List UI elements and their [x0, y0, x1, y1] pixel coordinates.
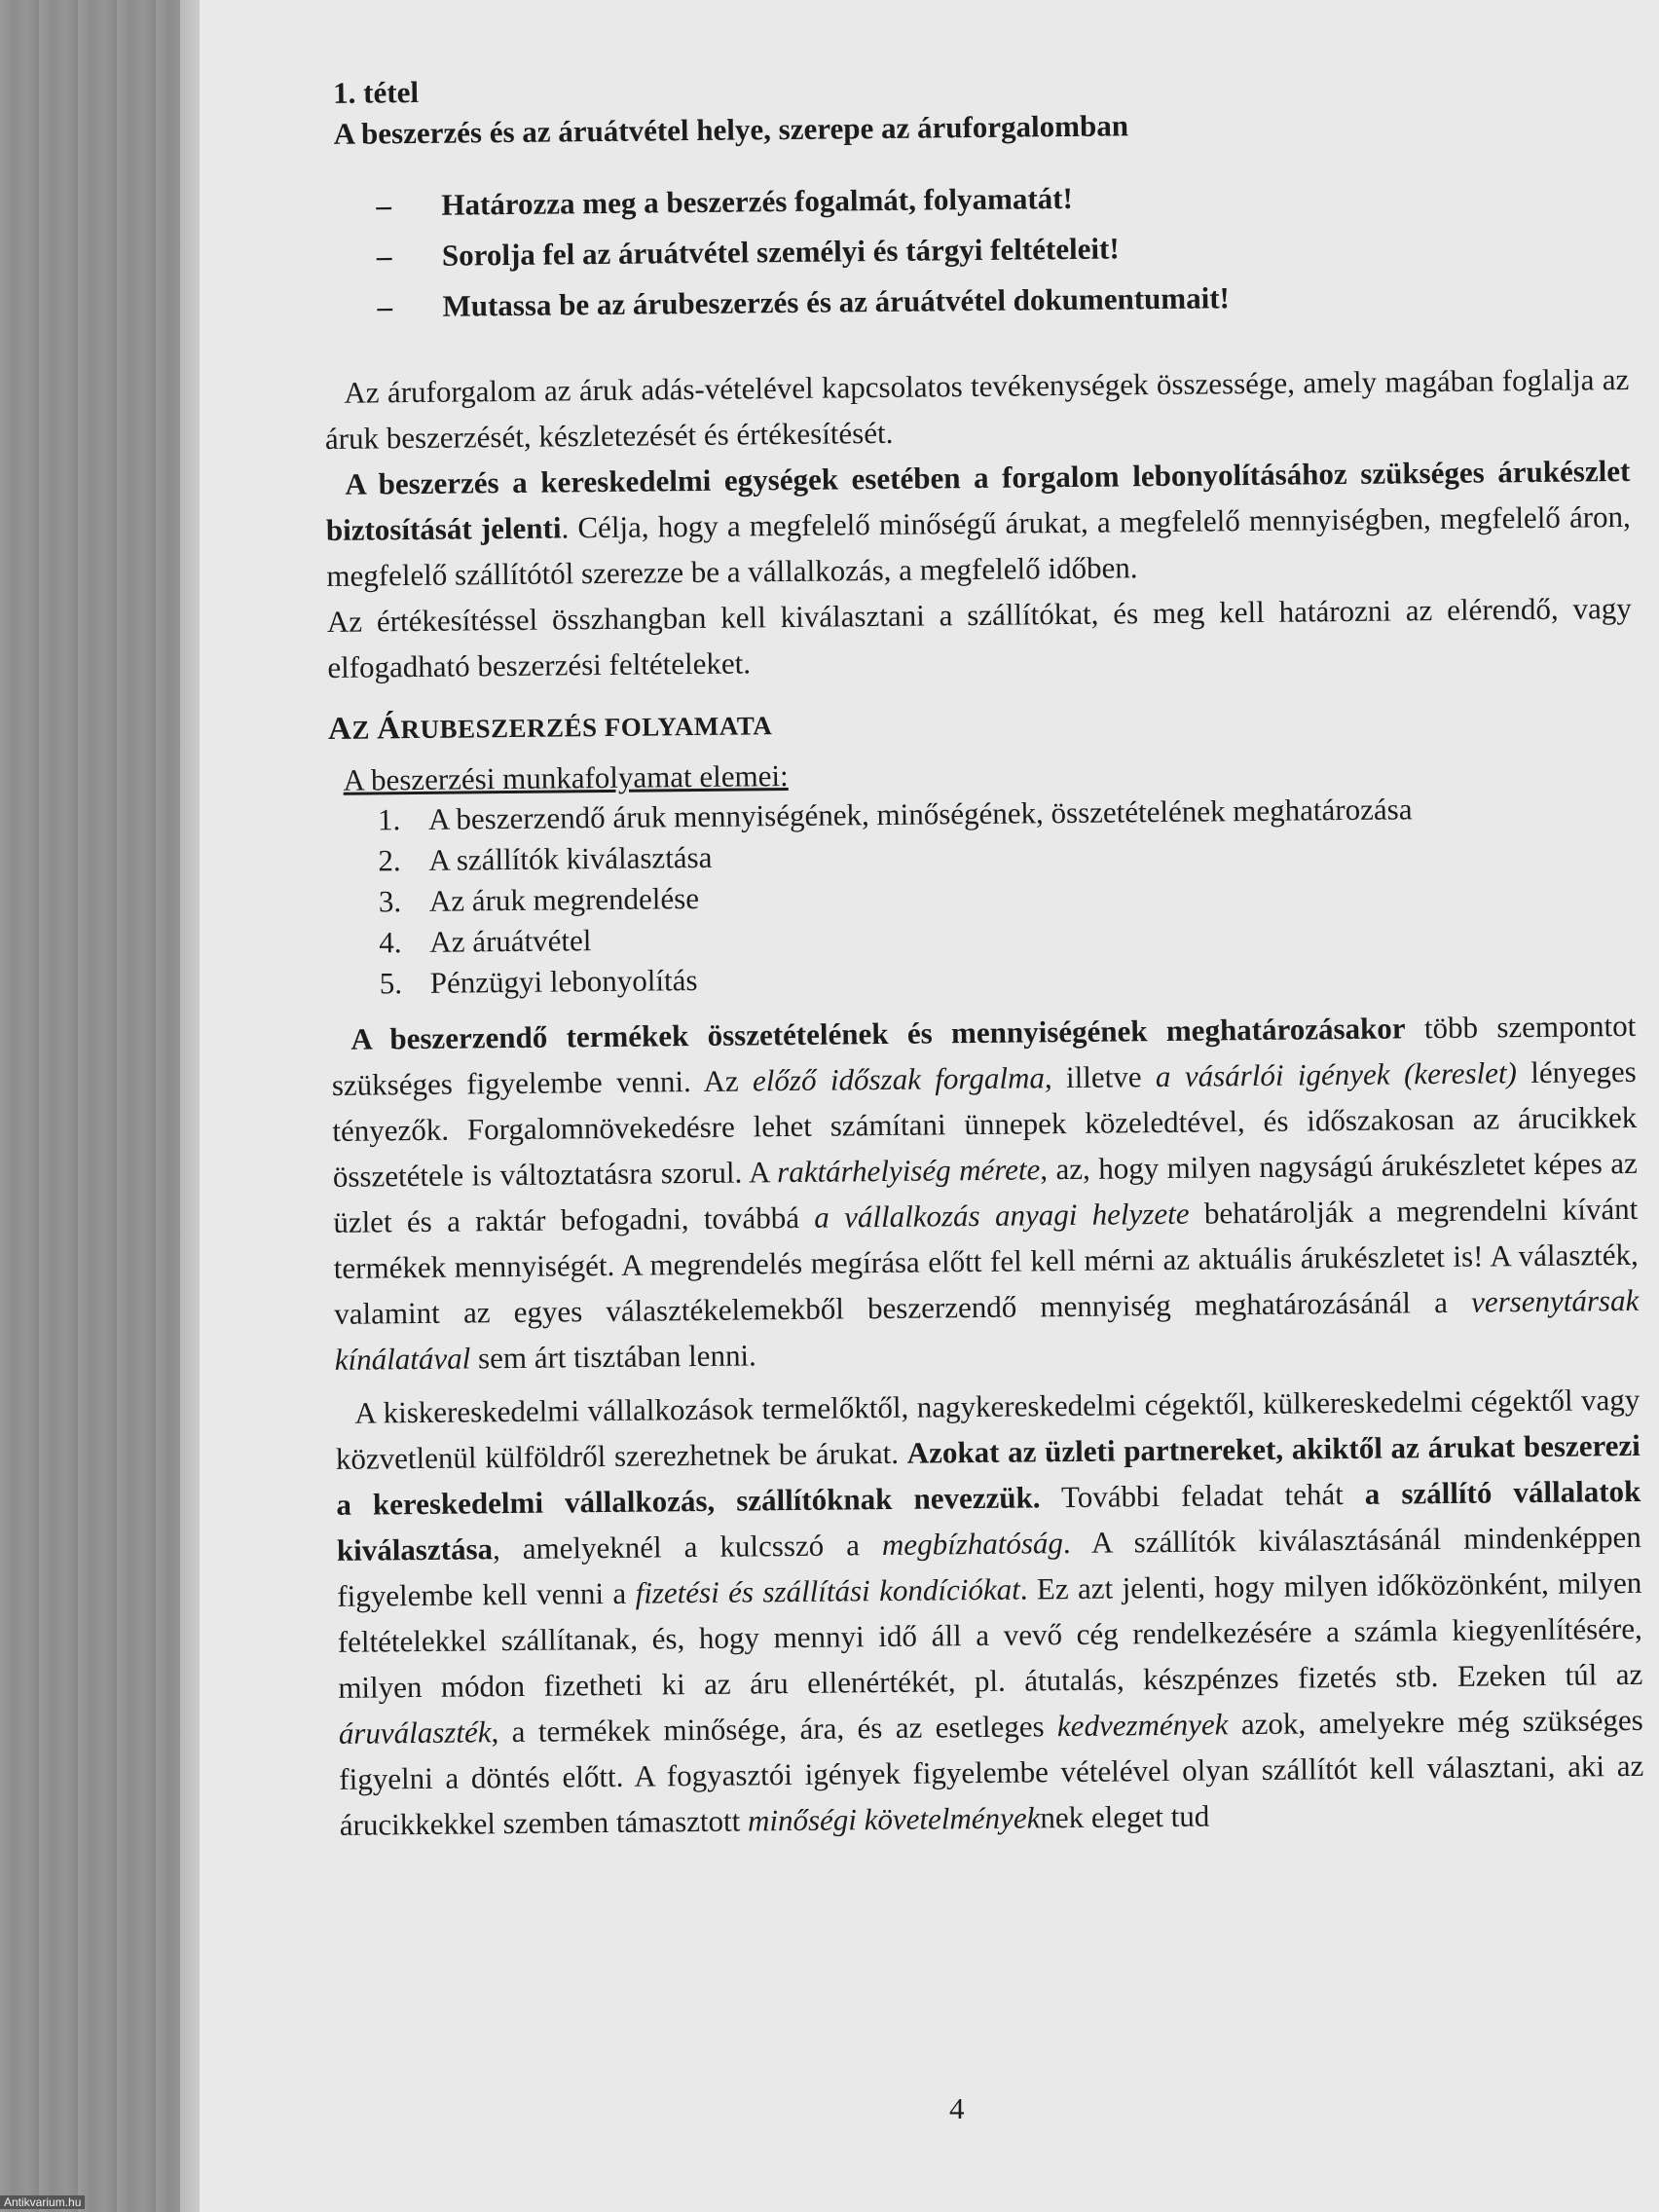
paragraph-composition: [331, 1003, 1640, 1382]
paragraph-sales: Az értékesítéssel összhangban kell kiválasztani a szállítókat, és meg kell határozni az elérendő, vagy elfogadható beszerzési feltételeket.: [326, 590, 1632, 684]
section-title-cap: Á: [376, 711, 401, 747]
step-text: A szállítók kiválasztása: [428, 839, 713, 877]
paragraph-definition: [325, 448, 1631, 599]
text-run: több szempontot szükséges figyelembe venni. Az: [331, 1008, 1637, 1102]
step-text: Pénzügyi lebonyolítás: [429, 963, 698, 1000]
text-run: . Ez azt jelenti, hogy milyen időközönként, milyen feltételekkel szállítanak, és, hogy mennyi idő áll a vevő cég rendelkezésére a számla kiegyenlítésére, milyen módon fizetheti ki az áru ellenértékét, pl. átutalás, készpénzes fizetés stb. Ezeken túl az: [337, 1565, 1643, 1705]
paragraph-suppliers: [335, 1377, 1644, 1848]
text-run: , az, hogy milyen nagyságú árukészletet képes az üzlet és a raktár befogadni, továbbá: [333, 1145, 1638, 1239]
italic-term: áruválaszték: [338, 1714, 492, 1751]
text-run: lényeges tényezők. Forgalomnövekedésre lehet számítani ünnepek közeledtével, és időszakosan az árucikkek összetétele is változtatásra szorul. A: [332, 1053, 1638, 1194]
process-steps: [329, 787, 1636, 1005]
step-number: 4.: [379, 925, 402, 960]
italic-term: előző időszak forgalma: [752, 1060, 1046, 1098]
step-text: A beszerzendő áruk mennyiségének, minőségének, összetételének meghatározása: [427, 792, 1413, 836]
text-run: azok, amelyekre még szükséges figyelni a döntés előtt. A fogyasztói igények figyelembe vételével olyan szállítót kell választani, aki az árucikkekkel szemben támasztott: [339, 1702, 1644, 1842]
bold-term: a szállító vállalatok kiválasztása: [336, 1473, 1641, 1567]
text-run: A kiskereskedelmi vállalkozások termelőktől, nagykereskedelmi cégektől, külkereskedelmi cégektől vagy közvetlenül külföldről szerezhetnek be árukat.: [335, 1382, 1641, 1476]
page-number: 4: [949, 2091, 965, 2125]
task-dash: –: [376, 188, 392, 223]
step-text: Az áruátvétel: [429, 923, 592, 959]
topic-title: A beszerzés és az áruátvétel helye, szerepe az áruforgalomban: [333, 108, 1129, 151]
section-title: [328, 698, 1633, 748]
italic-term: a vásárlói igények (kereslet): [1155, 1055, 1518, 1094]
task-text: Határozza meg a beszerzés fogalmát, folyamatát!: [441, 180, 1074, 222]
italic-term: versenytársak kínálatával: [334, 1282, 1640, 1377]
task-list: [322, 167, 1629, 333]
task-text: Mutassa be az árubeszerzés és az áruátvétel dokumentumait!: [442, 280, 1231, 323]
watermark: Antikvarium.hu: [0, 2195, 85, 2209]
definition-rest: . Célja, hogy a megfelelő minőségű árukat, a megfelelő mennyiségben, megfelelő áron, megfelelő szállítótól szerezze be a vállalkozás, a megfelelő időben.: [326, 498, 1631, 593]
task-text: Sorolja fel az áruátvétel személyi és tárgyi feltételeit!: [441, 231, 1120, 273]
definition-bold: A beszerzés a kereskedelmi egységek esetében a forgalom lebonyolításához szükséges árukészlet biztosítását jelenti: [325, 453, 1631, 547]
step-number: 5.: [379, 966, 403, 1001]
text-run: , a termékek minősége, ára, és az esetleges: [491, 1709, 1058, 1750]
italic-term: fizetési és szállítási kondíciókat: [635, 1571, 1020, 1610]
italic-term: raktárhelyiség mérete: [776, 1152, 1041, 1190]
task-dash: –: [376, 239, 392, 274]
process-subtitle: A beszerzési munkafolyamat elemei:: [343, 758, 789, 797]
paragraph-intro: Az áruforgalom az áruk adás-vételével kapcsolatos tevékenységek összessége, amely magában foglalja az áruk beszerzését, készletezését és értékesítését.: [324, 361, 1630, 456]
italic-term: kedvezmények: [1056, 1707, 1229, 1744]
page-content: [321, 62, 1644, 1848]
document-page: [200, 0, 1659, 2212]
text-run: behatárolják a megrendelni kívánt termékek mennyiségét. A megrendelés megírása előtt fel kell mérni az aktuális árukészletet is! A választék, valamint az egyes választékelemekből beszerzendő mennyiség meghatározásánál a: [333, 1191, 1639, 1331]
step-number: 1.: [377, 802, 401, 837]
text-run: , illetve: [1044, 1059, 1157, 1095]
text-run: . A szállítók kiválasztásánál mindenképpen figyelembe kell venni a: [337, 1519, 1641, 1613]
text-run: nek eleget tud: [1040, 1798, 1210, 1835]
step-number: 3.: [378, 884, 402, 919]
section-title-part: Z: [351, 715, 378, 745]
italic-term: megbízhatóság: [881, 1526, 1064, 1563]
italic-term: a vállalkozás anyagi helyzete: [814, 1196, 1190, 1235]
text-run: , amelyeknél a kulcsszó a: [492, 1528, 883, 1567]
background-wall: [0, 0, 185, 2212]
section-title-cap: A: [327, 711, 352, 747]
bold-term: Azokat az üzleti partnereket, akiktől az árukat beszerezi a kereskedelmi vállalkozás, szállítóknak nevezzük.: [336, 1427, 1641, 1522]
italic-term: minőségi követelmények: [747, 1800, 1041, 1838]
step-text: Az áruk megrendelése: [428, 880, 700, 918]
text-run: További feladat tehát: [1040, 1476, 1365, 1515]
composition-bold: A beszerzendő termékek összetételének és mennyiségének meghatározásakor: [350, 1011, 1406, 1056]
section-title-part: RUBESZERZÉS FOLYAMATA: [400, 711, 773, 745]
topic-number: 1. tétel: [332, 74, 420, 110]
text-run: sem árt tisztában lenni.: [470, 1338, 756, 1376]
task-dash: –: [377, 289, 393, 324]
step-number: 2.: [378, 843, 401, 878]
